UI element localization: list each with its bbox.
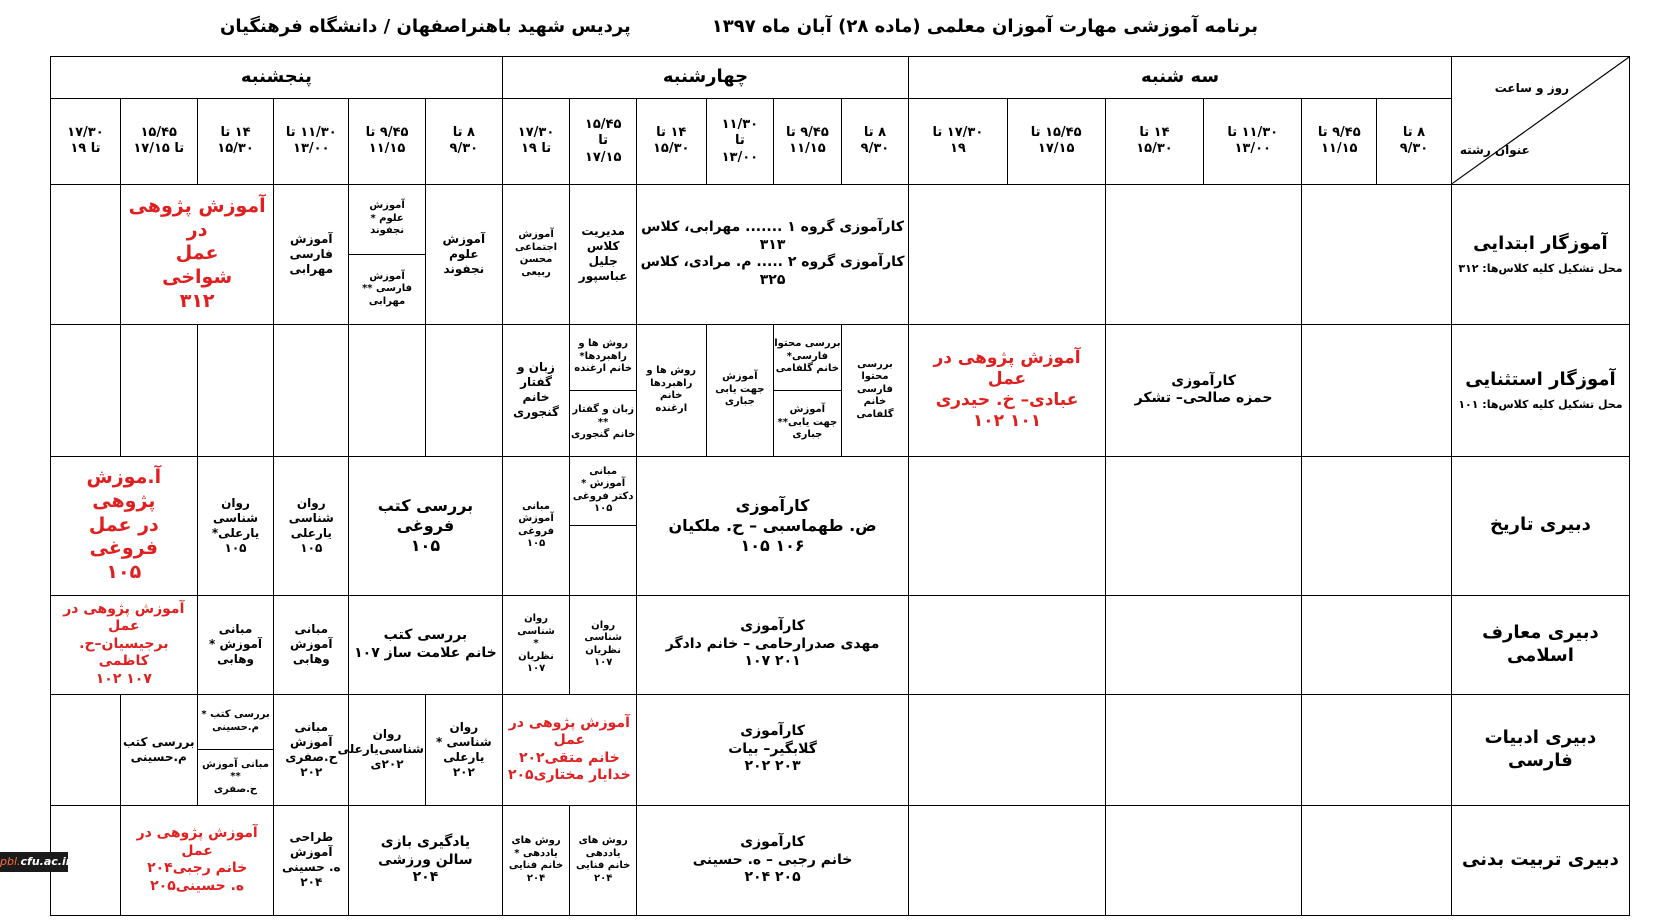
time-slot: ۱۷/۳۰ تا ۱۹ [51, 99, 121, 184]
class-cell: روش های یاددهی * خانم فنایی ۲۰۴ [502, 805, 570, 915]
class-cell: کارآموزی ض. طهماسبی – ح. ملکیان ۱۰۶ ۱۰۵ [636, 456, 908, 595]
class-cell: کارآموزی حمزه صالحی– تشکر [1105, 324, 1302, 456]
time-slot: ۱۴ تا ۱۵/۳۰ [197, 99, 274, 184]
row-header-persian-lit-teacher [1451, 694, 1629, 805]
empty-cell [1105, 805, 1302, 915]
time-slot: ۱۵/۴۵ تا ۱۷/۱۵ [1007, 99, 1105, 184]
time-slot: ۹/۴۵ تا ۱۱/۱۵ [349, 99, 426, 184]
room-location: محل تشکیل کلیه کلاس‌ها: ۱۰۱ [1458, 397, 1623, 411]
research-class-cell: آموزش پژوهی در عمل برجیسیان–ح. کاظمی ۱۰۷ ۱۰۲ [51, 595, 198, 694]
research-class-cell: آموزش پژوهی در عمل عبادی– خ. حیدری ۱۰۱ ۱۰۲ [909, 324, 1106, 456]
empty-cell [909, 595, 1106, 694]
class-cell: روش ها و راهبردها خانم ارغنده [636, 324, 706, 456]
empty-cell [274, 324, 349, 456]
watermark-brand: cfu.ac.ir [20, 855, 72, 868]
time-slot: ۹/۴۵ تا ۱۱/۱۵ [1302, 99, 1377, 184]
field-name: دبیری تربیت بدنی [1462, 849, 1619, 871]
empty-cell [120, 324, 197, 456]
row-header-primary-teacher [1451, 184, 1629, 324]
header-corner-cell [1451, 57, 1629, 185]
class-cell: آموزش علوم * نجفوند [369, 200, 405, 237]
class-cell: مبانی آموزش فروغی ۱۰۵ [502, 456, 570, 595]
empty-cell [1302, 805, 1451, 915]
class-cell: مبانی آموزش ح.صفری ۲۰۲ [274, 694, 349, 805]
research-class-cell: آموزش پژوهی در عمل خانم متقی۲۰۲ خدایار مختاری۲۰۵ [502, 694, 636, 805]
time-slot: ۱۱/۳۰ تا ۱۳/۰۰ [1204, 99, 1302, 184]
row-header-special-ed-teacher [1451, 324, 1629, 456]
class-cell: روش های یاددهی خانم فنایی ۲۰۴ [570, 805, 637, 915]
split-class-cell [349, 184, 426, 324]
class-cell: آموزش فارسی مهرابی [274, 184, 349, 324]
class-cell: مدیریت کلاس جلیل عباسپور [570, 184, 637, 324]
campus-title: پردیس شهید باهنراصفهان / دانشگاه فرهنگیان [220, 16, 631, 37]
class-cell: آموزش جهت یابی** جباری [774, 390, 841, 456]
time-slot: ۱۵/۴۵ تا ۱۷/۱۵ [570, 99, 637, 184]
class-cell: روان شناسی‌یارعلی ۲۰۲ی [349, 694, 426, 805]
empty-cell [1302, 595, 1451, 694]
empty-cell [1302, 324, 1451, 456]
empty-cell [1302, 184, 1451, 324]
site-watermark [0, 852, 72, 872]
empty-cell [909, 694, 1106, 805]
class-cell: بررسی محتوا فارسی* خانم گلفامی [774, 338, 841, 375]
empty-cell [1105, 184, 1302, 324]
class-cell: روان شناسی * یارعلی ۲۰۲ [425, 694, 502, 805]
class-cell: کارآموزی گلابگیر– بیات ۲۰۳ ۲۰۲ [636, 694, 908, 805]
class-cell: کارآموزی گروه ۱ ....... مهرابی، کلاس ۳۱۳ کارآموزی گروه ۲ ..... م. مرادی، کلاس ۳۲۵ [636, 184, 908, 324]
time-slot: ۱۵/۴۵ تا ۱۷/۱۵ [120, 99, 197, 184]
field-name: دبیری معارف اسلامی [1482, 622, 1599, 666]
class-cell: بررسی کتب * م.حسینی [201, 709, 270, 733]
class-cell: مبانی آموزش ** ح.صفری [198, 749, 274, 805]
time-slot: ۸ تا ۹/۳۰ [425, 99, 502, 184]
time-slot: ۸ تا ۹/۳۰ [1377, 99, 1452, 184]
empty-cell [51, 324, 121, 456]
class-cell: کارآموزی خانم رجبی – ه. حسینی ۲۰۵ ۲۰۴ [636, 805, 908, 915]
empty-cell [570, 525, 636, 595]
class-cell: روان شناسی * نظریان ۱۰۷ [502, 595, 570, 694]
class-cell: یادگیری بازی سالن ورزشی ۲۰۴ [349, 805, 503, 915]
split-class-cell [570, 456, 637, 595]
row-header-history-teacher [1451, 456, 1629, 595]
empty-cell [1105, 456, 1302, 595]
time-slot: ۱۴ تا ۱۵/۳۰ [636, 99, 706, 184]
class-cell: مبانی آموزش * وهابی [197, 595, 274, 694]
field-title-label: عنوان رشته [1459, 142, 1530, 157]
field-name: آموزگار ابتدایی [1473, 233, 1608, 255]
class-cell: روان شناسی یارعلی ۱۰۵ [274, 456, 349, 595]
class-cell: بررسی کتب فروغی ۱۰۵ [349, 456, 503, 595]
empty-cell [1105, 595, 1302, 694]
empty-cell [1105, 694, 1302, 805]
class-cell: روان شناسی نظریان ۱۰۷ [570, 595, 637, 694]
time-slot: ۸ تا ۹/۳۰ [841, 99, 909, 184]
class-cell: روش ها و راهبردها* خانم ارغنده [574, 338, 633, 375]
class-cell: مبانی آموزش * دکتر فروغی ۱۰۵ [572, 465, 634, 515]
research-class-cell: آ.موزش پژوهی در عمل فروغی ۱۰۵ [51, 456, 198, 595]
row-header-pe-teacher [1451, 805, 1629, 915]
empty-cell [51, 694, 121, 805]
class-cell: بررسی محتوا فارسی خانم گلفامی [841, 324, 909, 456]
class-cell: آموزش علوم نجفوند [425, 184, 502, 324]
split-class-cell [570, 324, 637, 456]
class-cell: بررسی کتب م.حسینی [120, 694, 197, 805]
time-slot: ۱۷/۳۰ تا ۱۹ [909, 99, 1007, 184]
program-title: برنامه آموزشی مهارت آموزان معلمی (ماده ۲۸) آبان ماه ۱۳۹۷ [711, 16, 1258, 37]
empty-cell [909, 184, 1106, 324]
day-header-thursday: پنجشنبه [51, 57, 503, 99]
schedule-table [50, 56, 1630, 916]
time-slot: ۱۱/۳۰ تا ۱۳/۰۰ [706, 99, 774, 184]
row-header-islamic-teacher [1451, 595, 1629, 694]
empty-cell [909, 805, 1106, 915]
time-slot: ۹/۴۵ تا ۱۱/۱۵ [774, 99, 842, 184]
empty-cell [197, 324, 274, 456]
class-cell: آموزش فارسی ** مهرابی [349, 254, 425, 324]
split-class-cell [197, 694, 274, 805]
class-cell: بررسی کتب خانم علامت ساز ۱۰۷ [349, 595, 503, 694]
time-slot: ۱۷/۳۰ تا ۱۹ [502, 99, 570, 184]
class-cell: آموزش جهت یابی جباری [706, 324, 774, 456]
empty-cell [349, 324, 426, 456]
empty-cell [909, 456, 1106, 595]
class-cell: آموزش اجتماعی محسن ربیعی [502, 184, 570, 324]
field-name: دبیری تاریخ [1489, 514, 1591, 536]
room-location: محل تشکیل کلیه کلاس‌ها: ۳۱۲ [1458, 261, 1623, 275]
time-slot: ۱۴ تا ۱۵/۳۰ [1105, 99, 1203, 184]
class-cell: زبان و گفتار ** خانم گنجوری [570, 390, 636, 456]
field-name: دبیری ادبیات فارسی [1484, 727, 1597, 771]
day-header-tuesday: سه شنبه [909, 57, 1452, 99]
time-slot: ۱۱/۳۰ تا ۱۳/۰۰ [274, 99, 349, 184]
empty-cell [1302, 694, 1451, 805]
watermark-prefix: pbl. [0, 855, 21, 868]
research-class-cell: آموزش پژوهی در عمل شواخی ۳۱۲ [120, 184, 274, 324]
day-time-label: روز و ساعت [1494, 81, 1569, 95]
class-cell: روان شناسی یارعلی* ۱۰۵ [197, 456, 274, 595]
empty-cell [1302, 456, 1451, 595]
class-cell: مبانی آموزش وهابی [274, 595, 349, 694]
day-header-wednesday: چهارشنبه [502, 57, 909, 99]
empty-cell [51, 184, 121, 324]
class-cell: کارآموزی مهدی صدرارحامی – خانم دادگر ۲۰۱ ۱۰۷ [636, 595, 908, 694]
field-name: آموزگار استثنایی [1465, 369, 1616, 391]
class-cell: طراحی آموزش ه. حسینی ۲۰۴ [274, 805, 349, 915]
research-class-cell: آموزش پژوهی در عمل خانم رجبی۲۰۴ ه. حسینی۲۰۵ [120, 805, 274, 915]
empty-cell [425, 324, 502, 456]
split-class-cell [774, 324, 842, 456]
class-cell: زبان و گفتار خانم گنجوری [502, 324, 570, 456]
